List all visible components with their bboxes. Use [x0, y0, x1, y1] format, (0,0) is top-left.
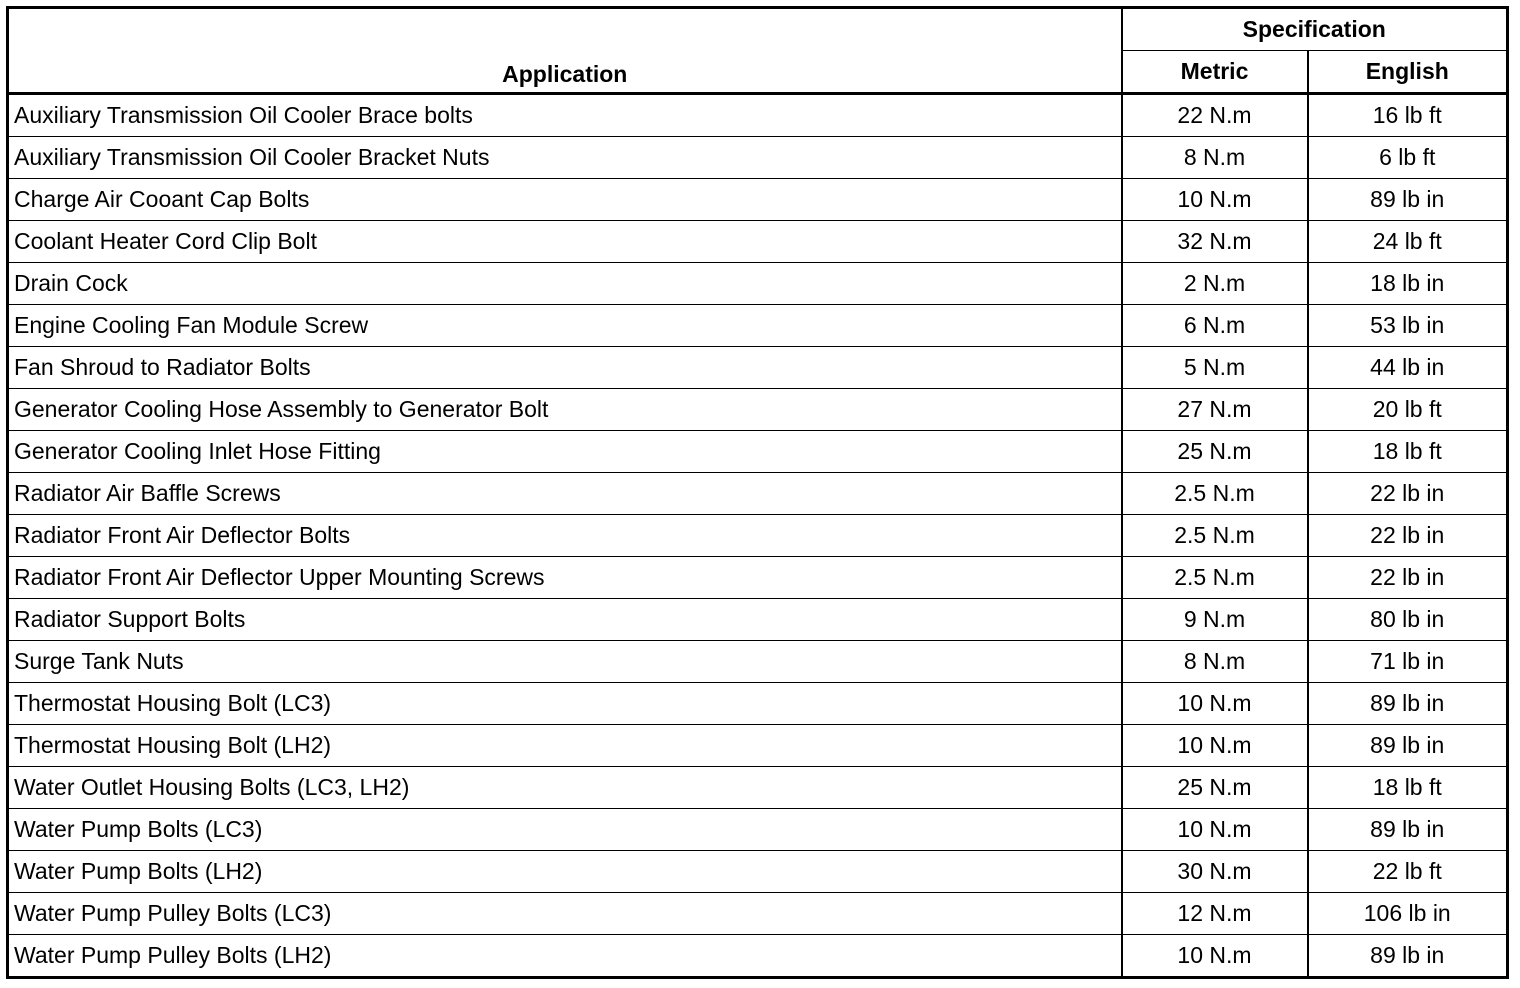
application-cell: Water Pump Bolts (LC3) [8, 809, 1122, 851]
application-cell: Radiator Air Baffle Screws [8, 473, 1122, 515]
metric-value-cell: 10 N.m [1122, 179, 1308, 221]
english-value-cell: 20 lb ft [1308, 389, 1508, 431]
table-row [8, 263, 1508, 305]
table-row [8, 137, 1508, 179]
application-cell: Thermostat Housing Bolt (LC3) [8, 683, 1122, 725]
metric-value-cell: 2.5 N.m [1122, 515, 1308, 557]
application-cell: Generator Cooling Inlet Hose Fitting [8, 431, 1122, 473]
application-cell: Water Pump Bolts (LH2) [8, 851, 1122, 893]
metric-value-cell: 32 N.m [1122, 221, 1308, 263]
table-row [8, 809, 1508, 851]
metric-value-cell: 12 N.m [1122, 893, 1308, 935]
english-value-cell: 18 lb in [1308, 263, 1508, 305]
application-cell: Radiator Front Air Deflector Upper Mounting Screws [8, 557, 1122, 599]
table-row [8, 641, 1508, 683]
table-body [8, 94, 1508, 978]
english-value-cell: 89 lb in [1308, 809, 1508, 851]
metric-value-cell: 25 N.m [1122, 431, 1308, 473]
english-value-cell: 22 lb ft [1308, 851, 1508, 893]
english-value-cell: 22 lb in [1308, 515, 1508, 557]
metric-value-cell: 8 N.m [1122, 137, 1308, 179]
english-value-cell: 24 lb ft [1308, 221, 1508, 263]
table-row [8, 725, 1508, 767]
metric-value-cell: 10 N.m [1122, 725, 1308, 767]
application-cell: Radiator Support Bolts [8, 599, 1122, 641]
metric-value-cell: 25 N.m [1122, 767, 1308, 809]
english-value-cell: 80 lb in [1308, 599, 1508, 641]
metric-value-cell: 10 N.m [1122, 809, 1308, 851]
application-cell: Auxiliary Transmission Oil Cooler Brace bolts [8, 94, 1122, 137]
metric-value-cell: 2 N.m [1122, 263, 1308, 305]
table-row [8, 94, 1508, 137]
metric-value-cell: 5 N.m [1122, 347, 1308, 389]
table-row [8, 347, 1508, 389]
english-value-cell: 16 lb ft [1308, 94, 1508, 137]
table-row [8, 389, 1508, 431]
metric-value-cell: 8 N.m [1122, 641, 1308, 683]
table-row [8, 221, 1508, 263]
application-cell: Thermostat Housing Bolt (LH2) [8, 725, 1122, 767]
metric-value-cell: 30 N.m [1122, 851, 1308, 893]
application-cell: Auxiliary Transmission Oil Cooler Bracket Nuts [8, 137, 1122, 179]
english-value-cell: 53 lb in [1308, 305, 1508, 347]
english-value-cell: 18 lb ft [1308, 767, 1508, 809]
english-value-cell: 18 lb ft [1308, 431, 1508, 473]
metric-value-cell: 6 N.m [1122, 305, 1308, 347]
table-row [8, 431, 1508, 473]
table-row [8, 935, 1508, 978]
english-value-cell: 6 lb ft [1308, 137, 1508, 179]
metric-value-cell: 2.5 N.m [1122, 557, 1308, 599]
fastener-specification-table [6, 6, 1509, 979]
table-header [8, 8, 1508, 94]
english-value-cell: 22 lb in [1308, 473, 1508, 515]
metric-value-cell: 22 N.m [1122, 94, 1308, 137]
table-row [8, 893, 1508, 935]
english-value-cell: 71 lb in [1308, 641, 1508, 683]
application-cell: Generator Cooling Hose Assembly to Generator Bolt [8, 389, 1122, 431]
metric-value-cell: 10 N.m [1122, 683, 1308, 725]
table-row [8, 683, 1508, 725]
english-value-cell: 22 lb in [1308, 557, 1508, 599]
metric-column-header: Metric [1122, 51, 1308, 94]
english-value-cell: 89 lb in [1308, 725, 1508, 767]
table-row [8, 305, 1508, 347]
metric-value-cell: 9 N.m [1122, 599, 1308, 641]
application-cell: Radiator Front Air Deflector Bolts [8, 515, 1122, 557]
specification-column-header: Specification [1122, 8, 1508, 51]
english-value-cell: 89 lb in [1308, 683, 1508, 725]
header-row-top [8, 8, 1508, 51]
english-value-cell: 89 lb in [1308, 935, 1508, 978]
table-row [8, 179, 1508, 221]
table-row [8, 557, 1508, 599]
table-row [8, 851, 1508, 893]
table-row [8, 599, 1508, 641]
application-cell: Water Outlet Housing Bolts (LC3, LH2) [8, 767, 1122, 809]
application-cell: Fan Shroud to Radiator Bolts [8, 347, 1122, 389]
metric-value-cell: 10 N.m [1122, 935, 1308, 978]
application-column-header: Application [8, 8, 1122, 94]
metric-value-cell: 27 N.m [1122, 389, 1308, 431]
application-cell: Engine Cooling Fan Module Screw [8, 305, 1122, 347]
english-value-cell: 44 lb in [1308, 347, 1508, 389]
english-value-cell: 89 lb in [1308, 179, 1508, 221]
application-cell: Surge Tank Nuts [8, 641, 1122, 683]
table-row [8, 473, 1508, 515]
table-row [8, 767, 1508, 809]
application-cell: Coolant Heater Cord Clip Bolt [8, 221, 1122, 263]
application-cell: Water Pump Pulley Bolts (LH2) [8, 935, 1122, 978]
application-cell: Drain Cock [8, 263, 1122, 305]
application-cell: Charge Air Cooant Cap Bolts [8, 179, 1122, 221]
table-row [8, 515, 1508, 557]
metric-value-cell: 2.5 N.m [1122, 473, 1308, 515]
application-cell: Water Pump Pulley Bolts (LC3) [8, 893, 1122, 935]
english-column-header: English [1308, 51, 1508, 94]
english-value-cell: 106 lb in [1308, 893, 1508, 935]
